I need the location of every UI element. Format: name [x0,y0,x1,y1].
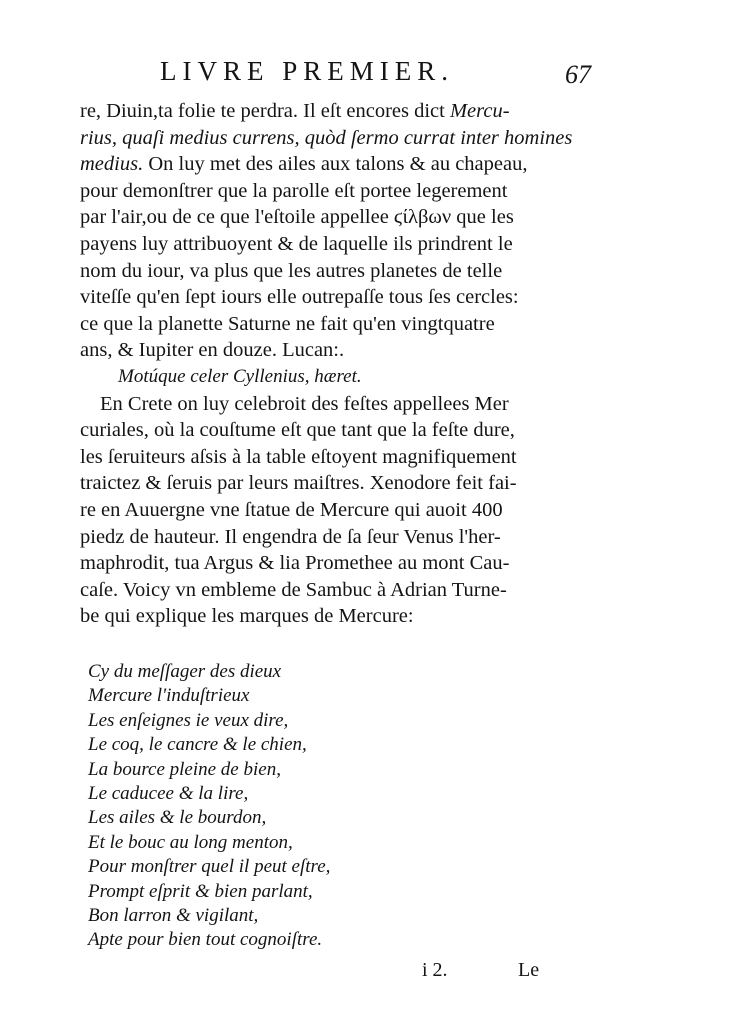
poem-verse: Le caducee & la lire, [88,782,249,804]
poem-verse: Pour monſtrer quel il peut eſtre, [88,856,331,878]
text-line: ans, & Iupiter en douze. Lucan:. [80,339,345,362]
text-line: re en Auuergne vne ſtatue de Mercure qui auoit 400 [80,498,503,521]
text-line: piedz de hauteur. Il engendra de ſa ſeur Venus l'her- [80,525,501,548]
text-line: par l'air,ou de ce que l'eſtoile appellee ϛίλβων que les [80,206,514,229]
text-line: les ſeruiteurs aſsis à la table eſtoyent magnifiquement [80,445,517,468]
poem-block [88,660,568,953]
text-line: re, Diuin,ta folie te perdra. Il eſt encores dict Mercu- [80,100,510,122]
page-number: 67 [565,60,591,89]
text-line: ce que la planette Saturne ne fait qu'en vingtquatre [80,312,495,335]
catchword: Le [518,959,540,981]
text-line: curiales, où la couſtume eſt que tant que la feſte dure, [80,419,515,442]
text-line: En Crete on luy celebroit des feſtes appellees Mer [100,392,509,415]
text-line: caſe. Voicy vn embleme de Sambuc à Adrian Turne- [80,578,507,601]
text-line: rius, quaſi medius currens, quòd ſermo currat inter homines [80,126,573,149]
poem-verse: Le coq, le cancre & le chien, [88,734,307,756]
poem-verse: Et le bouc au long menton, [88,831,293,853]
poem-verse: Les ailes & le bourdon, [88,807,267,829]
text-line: pour demonſtrer que la parolle eſt portee legerement [80,179,508,202]
text-line: maphrodit, tua Argus & lia Promethee au mont Cau- [80,552,510,575]
prose-block [80,98,680,630]
poem-verse: Apte pour bien tout cognoiſtre. [88,929,323,951]
text-line: be qui explique les marques de Mercure: [80,605,414,628]
text-line: payens luy attribuoyent & de laquelle ils prindrent le [80,232,513,255]
latin-quotation: Motúque celer Cyllenius, hæret. [118,365,362,387]
poem-verse: Bon larron & vigilant, [88,904,259,926]
text-line: traictez & ſeruis par leurs maiſtres. Xenodore feit fai- [80,472,517,495]
poem-verse: La bource pleine de bien, [88,758,281,780]
running-title: LIVRE PREMIER. [160,56,455,86]
signature-mark: i 2. [422,959,448,981]
text-line: viteſſe qu'en ſept iours elle outrepaſſe tous ſes cercles: [80,286,519,309]
poem-verse: Mercure l'induſtrieux [88,685,250,707]
poem-verse: Les enſeignes ie veux dire, [88,709,289,731]
poem-verse: Cy du meſſager des dieux [88,661,282,682]
text-line: nom du iour, va plus que les autres planetes de telle [80,259,503,282]
text-line: medius. On luy met des ailes aux talons & au chapeau, [80,153,528,176]
poem-verse: Prompt eſprit & bien parlant, [88,880,313,902]
